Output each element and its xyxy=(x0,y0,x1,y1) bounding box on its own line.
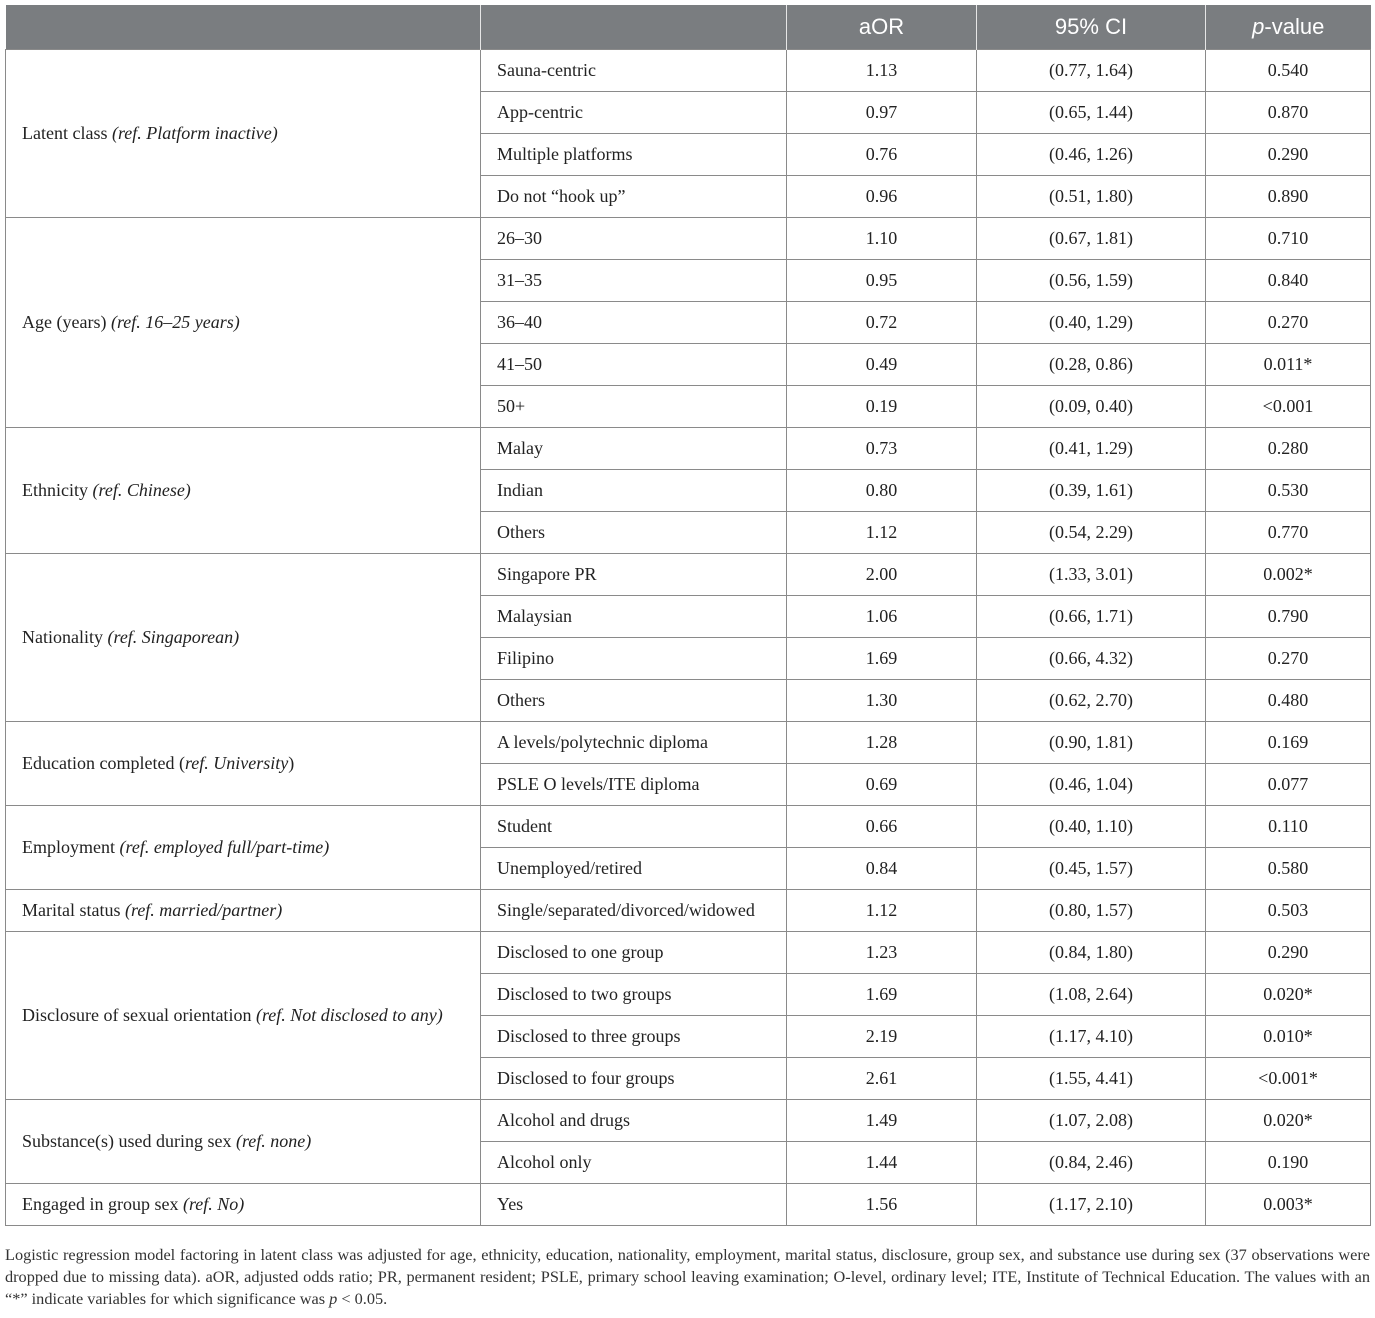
table-row xyxy=(6,554,1371,596)
level-cell: Alcohol only xyxy=(481,1142,787,1184)
footnote-main: Logistic regression model factoring in latent class was adjusted for age, ethnicity, education, nationality, employment, marital status, disclosure, group sex, and substance use during sex (37 observations were dropped due to missing data). aOR, adjusted odds ratio; PR, permanent resident; PSLE, primary school leaving examination; O-level, ordinary level; ITE, Institute of Technical Education. The values with an “*” indicate variables for which significance was xyxy=(5,1245,1370,1308)
level-cell: Others xyxy=(481,512,787,554)
variable-cell xyxy=(6,50,481,218)
p-value-cell: 0.840 xyxy=(1206,260,1371,302)
variable-name: Age (years) xyxy=(22,312,107,332)
p-value-cell: 0.870 xyxy=(1206,92,1371,134)
variable-name: Substance(s) used during sex xyxy=(22,1131,232,1151)
level-cell: Others xyxy=(481,680,787,722)
aor-cell: 0.72 xyxy=(787,302,977,344)
level-cell: 31–35 xyxy=(481,260,787,302)
table-row xyxy=(6,218,1371,260)
level-cell: PSLE O levels/ITE diploma xyxy=(481,764,787,806)
ci-cell: (0.56, 1.59) xyxy=(977,260,1206,302)
reference-category: (ref. married/partner) xyxy=(124,900,283,920)
ci-cell: (1.17, 4.10) xyxy=(977,1016,1206,1058)
aor-cell: 1.10 xyxy=(787,218,977,260)
table-row xyxy=(6,890,1371,932)
p-value-cell: 0.010* xyxy=(1206,1016,1371,1058)
aor-cell: 2.00 xyxy=(787,554,977,596)
header-aor: aOR xyxy=(787,5,977,50)
p-value-cell: 0.540 xyxy=(1206,50,1371,92)
ci-cell: (0.40, 1.10) xyxy=(977,806,1206,848)
ci-cell: (0.41, 1.29) xyxy=(977,428,1206,470)
level-cell: Disclosed to one group xyxy=(481,932,787,974)
aor-cell: 0.73 xyxy=(787,428,977,470)
level-cell: 36–40 xyxy=(481,302,787,344)
level-cell: Singapore PR xyxy=(481,554,787,596)
reference-category: (ref. none) xyxy=(235,1131,312,1151)
level-cell: Malay xyxy=(481,428,787,470)
variable-cell xyxy=(6,554,481,722)
p-value-cell: 0.790 xyxy=(1206,596,1371,638)
aor-cell: 1.44 xyxy=(787,1142,977,1184)
reference-category: (ref. Singaporean) xyxy=(107,627,240,647)
ci-cell: (0.39, 1.61) xyxy=(977,470,1206,512)
header-variable xyxy=(6,5,481,50)
aor-cell: 2.19 xyxy=(787,1016,977,1058)
variable-name: Marital status xyxy=(22,900,121,920)
level-cell: Malaysian xyxy=(481,596,787,638)
p-value-cell: 0.580 xyxy=(1206,848,1371,890)
variable-name: Ethnicity xyxy=(22,480,88,500)
p-value-cell: 0.770 xyxy=(1206,512,1371,554)
reference-category: (ref. 16–25 years) xyxy=(110,312,240,332)
table-row xyxy=(6,1184,1371,1226)
aor-cell: 1.69 xyxy=(787,974,977,1016)
p-value-cell: <0.001* xyxy=(1206,1058,1371,1100)
ci-cell: (1.08, 2.64) xyxy=(977,974,1206,1016)
ci-cell: (1.17, 2.10) xyxy=(977,1184,1206,1226)
p-value-cell: 0.110 xyxy=(1206,806,1371,848)
ci-cell: (0.40, 1.29) xyxy=(977,302,1206,344)
variable-name: Education completed ( xyxy=(22,753,185,773)
level-cell: A levels/polytechnic diploma xyxy=(481,722,787,764)
table-row xyxy=(6,1100,1371,1142)
ci-cell: (0.51, 1.80) xyxy=(977,176,1206,218)
ci-cell: (0.90, 1.81) xyxy=(977,722,1206,764)
level-cell: Do not “hook up” xyxy=(481,176,787,218)
aor-cell: 0.69 xyxy=(787,764,977,806)
table-row xyxy=(6,428,1371,470)
ci-cell: (0.46, 1.04) xyxy=(977,764,1206,806)
p-value-cell: 0.011* xyxy=(1206,344,1371,386)
ci-cell: (0.67, 1.81) xyxy=(977,218,1206,260)
p-value-cell: 0.020* xyxy=(1206,974,1371,1016)
aor-cell: 0.66 xyxy=(787,806,977,848)
aor-cell: 2.61 xyxy=(787,1058,977,1100)
aor-cell: 0.49 xyxy=(787,344,977,386)
variable-name: Disclosure of sexual orientation xyxy=(22,1005,252,1025)
aor-cell: 0.80 xyxy=(787,470,977,512)
aor-cell: 1.12 xyxy=(787,890,977,932)
p-value-cell: 0.020* xyxy=(1206,1100,1371,1142)
ci-cell: (0.66, 1.71) xyxy=(977,596,1206,638)
header-p-rest: -value xyxy=(1264,14,1325,39)
header-level xyxy=(481,5,787,50)
p-value-cell: 0.190 xyxy=(1206,1142,1371,1184)
variable-cell xyxy=(6,428,481,554)
variable-name: Engaged in group sex xyxy=(22,1194,179,1214)
p-value-cell: 0.270 xyxy=(1206,302,1371,344)
table-footnote xyxy=(5,1244,1370,1310)
level-cell: App-centric xyxy=(481,92,787,134)
aor-cell: 0.19 xyxy=(787,386,977,428)
ci-cell: (0.77, 1.64) xyxy=(977,50,1206,92)
ci-cell: (1.55, 4.41) xyxy=(977,1058,1206,1100)
p-value-cell: 0.290 xyxy=(1206,134,1371,176)
ci-cell: (0.54, 2.29) xyxy=(977,512,1206,554)
table-row xyxy=(6,50,1371,92)
p-value-cell: <0.001 xyxy=(1206,386,1371,428)
reference-category: (ref. Not disclosed to any) xyxy=(255,1005,443,1025)
level-cell: Disclosed to three groups xyxy=(481,1016,787,1058)
ci-cell: (0.09, 0.40) xyxy=(977,386,1206,428)
aor-cell: 1.28 xyxy=(787,722,977,764)
header-ci: 95% CI xyxy=(977,5,1206,50)
p-value-cell: 0.530 xyxy=(1206,470,1371,512)
ci-cell: (0.80, 1.57) xyxy=(977,890,1206,932)
level-cell: Indian xyxy=(481,470,787,512)
level-cell: Alcohol and drugs xyxy=(481,1100,787,1142)
variable-cell xyxy=(6,890,481,932)
reference-suffix: ) xyxy=(288,753,295,773)
table-body xyxy=(6,50,1371,1226)
aor-cell: 1.30 xyxy=(787,680,977,722)
aor-cell: 1.69 xyxy=(787,638,977,680)
level-cell: Sauna-centric xyxy=(481,50,787,92)
ci-cell: (0.45, 1.57) xyxy=(977,848,1206,890)
header-p-italic: p xyxy=(1252,14,1265,39)
variable-cell xyxy=(6,1184,481,1226)
aor-cell: 0.96 xyxy=(787,176,977,218)
ci-cell: (0.84, 2.46) xyxy=(977,1142,1206,1184)
level-cell: Multiple platforms xyxy=(481,134,787,176)
p-value-cell: 0.077 xyxy=(1206,764,1371,806)
aor-cell: 0.76 xyxy=(787,134,977,176)
variable-cell xyxy=(6,1100,481,1184)
reference-category: (ref. employed full/part-time) xyxy=(119,837,330,857)
variable-cell xyxy=(6,218,481,428)
ci-cell: (1.07, 2.08) xyxy=(977,1100,1206,1142)
header-p-value xyxy=(1206,5,1371,50)
p-value-cell: 0.002* xyxy=(1206,554,1371,596)
p-value-cell: 0.280 xyxy=(1206,428,1371,470)
p-value-cell: 0.270 xyxy=(1206,638,1371,680)
variable-cell xyxy=(6,932,481,1100)
aor-cell: 1.56 xyxy=(787,1184,977,1226)
footnote-p-symbol: p xyxy=(329,1289,338,1308)
reference-category: (ref. Chinese) xyxy=(92,480,191,500)
aor-cell: 0.95 xyxy=(787,260,977,302)
level-cell: Filipino xyxy=(481,638,787,680)
variable-name: Latent class xyxy=(22,123,108,143)
level-cell: Disclosed to four groups xyxy=(481,1058,787,1100)
reference-category: (ref. Platform inactive) xyxy=(111,123,278,143)
aor-cell: 1.12 xyxy=(787,512,977,554)
ci-cell: (0.62, 2.70) xyxy=(977,680,1206,722)
aor-cell: 1.13 xyxy=(787,50,977,92)
p-value-cell: 0.003* xyxy=(1206,1184,1371,1226)
variable-name: Nationality xyxy=(22,627,103,647)
ci-cell: (1.33, 3.01) xyxy=(977,554,1206,596)
level-cell: Single/separated/divorced/widowed xyxy=(481,890,787,932)
aor-cell: 0.97 xyxy=(787,92,977,134)
level-cell: Student xyxy=(481,806,787,848)
ci-cell: (0.65, 1.44) xyxy=(977,92,1206,134)
level-cell: Unemployed/retired xyxy=(481,848,787,890)
table-header xyxy=(6,5,1371,50)
variable-cell xyxy=(6,806,481,890)
p-value-cell: 0.890 xyxy=(1206,176,1371,218)
p-value-cell: 0.290 xyxy=(1206,932,1371,974)
p-value-cell: 0.480 xyxy=(1206,680,1371,722)
level-cell: 26–30 xyxy=(481,218,787,260)
variable-cell xyxy=(6,722,481,806)
ci-cell: (0.28, 0.86) xyxy=(977,344,1206,386)
level-cell: Yes xyxy=(481,1184,787,1226)
ci-cell: (0.84, 1.80) xyxy=(977,932,1206,974)
ci-cell: (0.46, 1.26) xyxy=(977,134,1206,176)
regression-table xyxy=(5,5,1371,1226)
level-cell: 41–50 xyxy=(481,344,787,386)
variable-name: Employment xyxy=(22,837,115,857)
aor-cell: 1.06 xyxy=(787,596,977,638)
aor-cell: 1.49 xyxy=(787,1100,977,1142)
level-cell: Disclosed to two groups xyxy=(481,974,787,1016)
table-row xyxy=(6,722,1371,764)
table-row xyxy=(6,932,1371,974)
footnote-end: < 0.05. xyxy=(337,1289,388,1308)
ci-cell: (0.66, 4.32) xyxy=(977,638,1206,680)
reference-category: (ref. No) xyxy=(182,1194,245,1214)
table-row xyxy=(6,806,1371,848)
level-cell: 50+ xyxy=(481,386,787,428)
p-value-cell: 0.710 xyxy=(1206,218,1371,260)
p-value-cell: 0.503 xyxy=(1206,890,1371,932)
aor-cell: 0.84 xyxy=(787,848,977,890)
aor-cell: 1.23 xyxy=(787,932,977,974)
reference-category: ref. University xyxy=(184,753,289,773)
p-value-cell: 0.169 xyxy=(1206,722,1371,764)
